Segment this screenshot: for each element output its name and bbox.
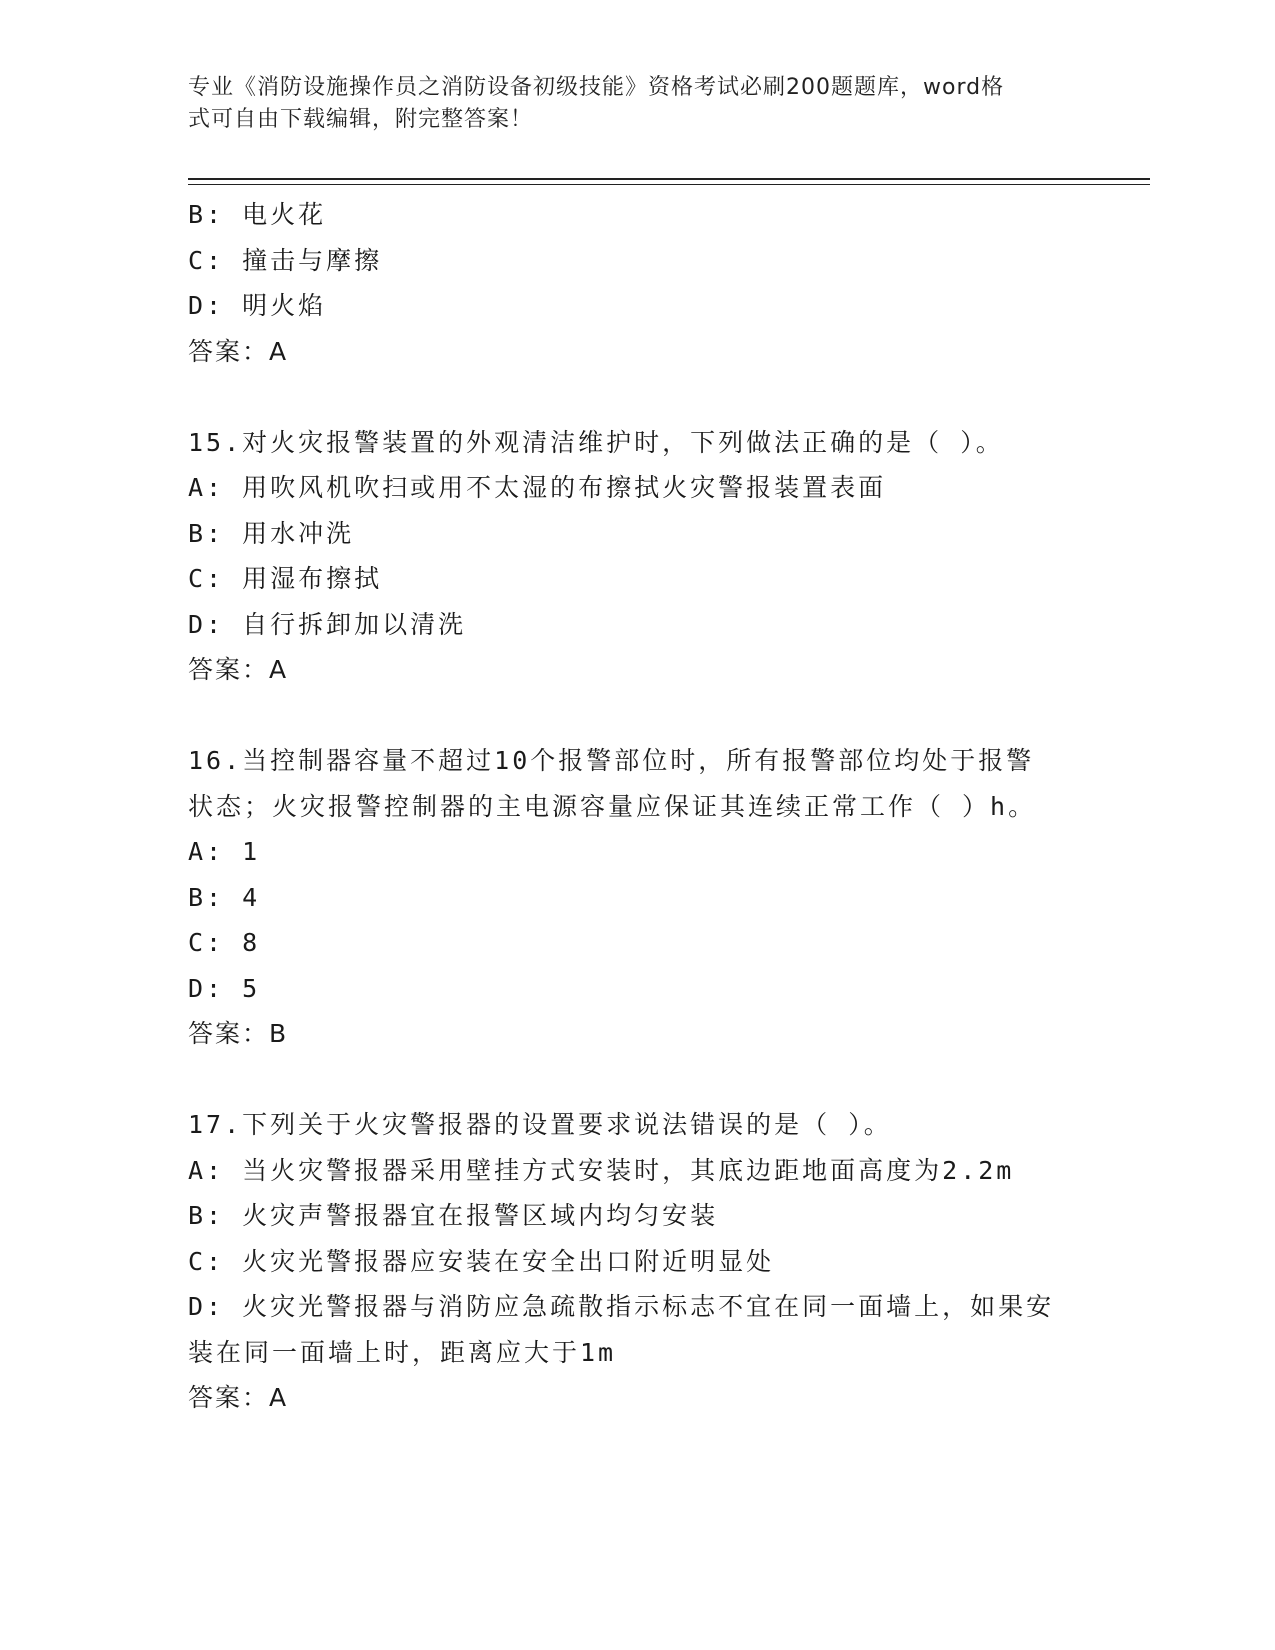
option-b: B: 用水冲洗: [188, 518, 355, 548]
option-d: D: 自行拆卸加以清洗: [188, 609, 467, 639]
answer-line: 答案：B: [188, 1019, 289, 1048]
question-15: [188, 420, 1088, 693]
page-header: [188, 72, 1068, 136]
question-16: [188, 738, 1088, 1057]
question-17: [188, 1102, 1088, 1421]
question-stem: 15.对火灾报警装置的外观清洁维护时，下列做法正确的是（ ）。: [188, 427, 1004, 457]
answer-line: 答案：A: [188, 336, 289, 366]
answer-line: 答案：A: [188, 1383, 289, 1412]
question-stem: 16.当控制器容量不超过10个报警部位时，所有报警部位均处于报警: [188, 746, 1035, 775]
option-a: A: 1: [188, 837, 261, 866]
header-line-1: 专业《消防设施操作员之消防设备初级技能》资格考试必刷200题题库，word格: [188, 75, 1005, 100]
option-c: C: 8: [188, 928, 261, 957]
option-d: D: 5: [188, 973, 261, 1003]
previous-question-tail: [188, 192, 1088, 374]
option-b: B: 火灾声警报器宜在报警区域内均匀安装: [188, 1201, 719, 1230]
header-rule-thin: [188, 184, 1150, 185]
option-b: B: 电火花: [188, 200, 327, 229]
option-c: C: 用湿布擦拭: [188, 564, 383, 593]
option-b: B: 4: [188, 882, 261, 912]
answer-line: 答案：A: [188, 655, 289, 684]
option-a: A: 用吹风机吹扫或用不太湿的布擦拭火灾警报装置表面: [188, 473, 887, 502]
header-line-2: 式可自由下载编辑，附完整答案！: [188, 107, 534, 132]
option-d: D: 火灾光警报器与消防应急疏散指示标志不宜在同一面墙上，如果安: [188, 1292, 1055, 1321]
option-d: D: 明火焰: [188, 291, 327, 320]
header-rule-thick: [188, 178, 1150, 180]
question-content: [188, 192, 1088, 1421]
option-d-continued: 装在同一面墙上时，距离应大于1m: [188, 1337, 617, 1367]
option-a: A: 当火灾警报器采用壁挂方式安装时，其底边距地面高度为2.2m: [188, 1155, 1015, 1185]
option-c: C: 撞击与摩擦: [188, 245, 383, 275]
question-stem: 17.下列关于火灾警报器的设置要求说法错误的是（ ）。: [188, 1110, 892, 1139]
question-stem-continued: 状态；火灾报警控制器的主电源容量应保证其连续正常工作（ ）h。: [188, 791, 1037, 821]
option-c: C: 火灾光警报器应安装在安全出口附近明显处: [188, 1246, 775, 1276]
